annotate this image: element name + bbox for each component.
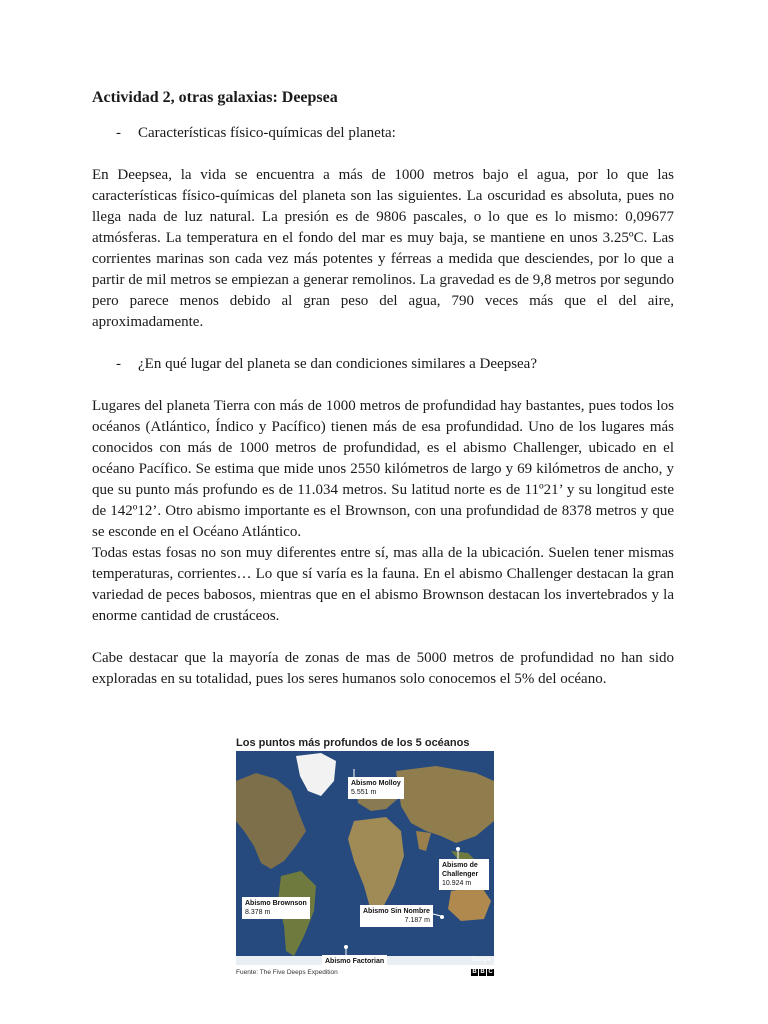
callout-challenger <box>439 859 489 890</box>
figure-title: Los puntos más profundos de los 5 océanos <box>236 737 470 749</box>
paragraph: Cabe destacar que la mayoría de zonas de mas de 5000 metros de profundidad no han sido exploradas en su totalidad, pues los seres humanos solo conocemos el 5% del océano. <box>92 650 674 687</box>
callout-name: Abismo de Challenger <box>442 862 479 878</box>
paragraph: En Deepsea, la vida se encuentra a más de 1000 metros bajo el agua, por lo que las características físico-químicas del planeta son las siguientes. La oscuridad es absoluta, pues no llega nada de luz natural. La presión es de 9806 pascales, o lo que es lo mismo: 0,09677 atmósferas. La temperatura en el fondo del mar es muy baja, se mantiene en unos 3.25ºC. Las corrientes marinas son cada vez más potentes y férreas a medida que desciendes, por lo que a partir de mil metros se empiezan a generar remolinos. La gravedad es de 9,8 metros por segundo pero parece menos debido al gran peso del agua, 790 veces más que el del aire, aproximadamente. <box>92 167 674 330</box>
figure-source: Fuente: The Five Deeps Expedition <box>236 968 338 976</box>
callout-name: Abismo Brownson <box>245 900 307 907</box>
document-title: Actividad 2, otras galaxias: Deepsea <box>92 89 338 106</box>
bbc-logo: B B C <box>472 968 493 975</box>
dash-marker: - <box>116 356 121 372</box>
callout-name: Abismo Factorian <box>325 958 385 965</box>
figure-footer <box>236 965 494 979</box>
bullet-item <box>92 354 674 375</box>
paragraph: Todas estas fosas no son muy diferentes entre sí, mas alla de la ubicación. Suelen tener mismas temperaturas, corrientes… Lo que sí varía es la fauna. En el abismo Challenger destacan la gran variedad de peces babosos, mientras que en el abismo Brownson destacan los invertebrados y la enorme cantidad de crustáceos. <box>92 545 674 624</box>
callout-factorian <box>322 955 387 965</box>
map-figure <box>236 735 494 979</box>
callout-sin-nombre <box>360 905 433 927</box>
callout-name: Abismo Molloy <box>351 780 401 787</box>
dash-marker: - <box>116 125 121 141</box>
callout-depth: 7.187 m <box>404 917 430 924</box>
callout-depth: 10.924 m <box>442 880 472 887</box>
google-watermark: Google <box>471 957 491 963</box>
bullet-text: ¿En qué lugar del planeta se dan condiciones similares a Deepsea? <box>138 356 538 372</box>
bullet-item <box>92 123 674 144</box>
callout-brownson <box>242 897 310 919</box>
callout-molloy <box>348 777 404 799</box>
callout-depth: 5.551 m <box>351 789 377 796</box>
document-body <box>92 88 674 690</box>
callout-name: Abismo Sin Nombre <box>363 908 430 915</box>
callout-depth: 8.378 m <box>245 909 271 916</box>
paragraph: Lugares del planeta Tierra con más de 1000 metros de profundidad hay bastantes, pues todos los océanos (Atlántico, Índico y Pacífico) tienen más de esa profundidad. Uno de los lugares más conocidos con más de 1000 metros de profundidad, es el abismo Challenger, ubicado en el océano Pacífico. Se estima que mide unos 2550 kilómetros de largo y 69 kilómetros de ancho, y que su punto más profundo es de 11.034 metros. Su latitud norte es de 11º21’ y su longitud este de 142º12’. Otro abismo importante es el Brownson, con una profundidad de 8378 metros y que se esconde en el Océano Atlántico. <box>92 398 674 540</box>
bullet-text: Características físico-químicas del planeta: <box>138 125 396 141</box>
world-map <box>236 751 494 965</box>
